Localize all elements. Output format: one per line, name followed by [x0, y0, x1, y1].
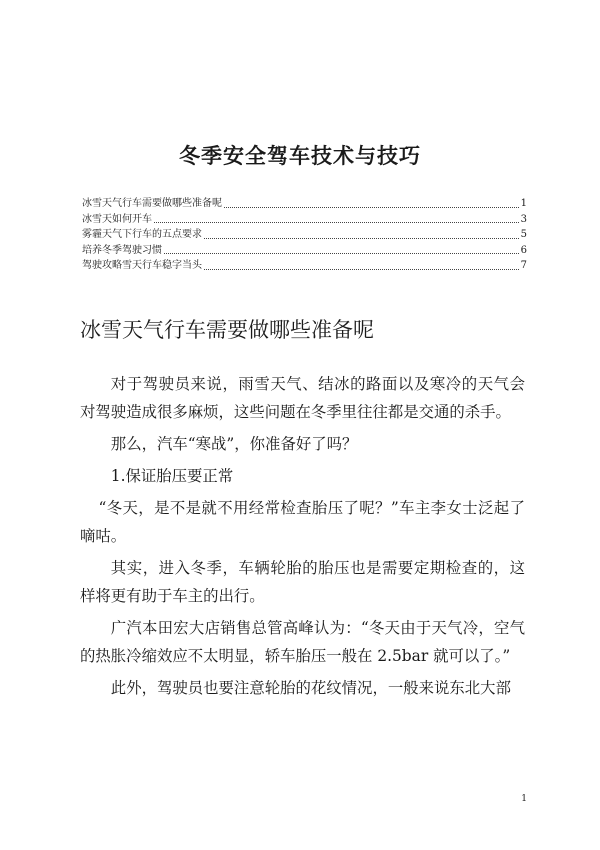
paragraph: “冬天，是不是就不用经常检查胎压了呢？”车主李女士泛起了嘀咕。 [80, 499, 525, 545]
list-item-heading: 1.保证胎压要正常 [110, 467, 234, 485]
toc-dot-leader [164, 253, 519, 254]
toc-entry-page: 6 [520, 244, 527, 256]
paragraph: 其实，进入冬季，车辆轮胎的胎压也是需要定期检查的，这样将更有助于车主的出行。 [80, 559, 525, 605]
table-of-contents [82, 196, 527, 274]
toc-entry-label: 培养冬季驾驶习惯 [82, 244, 162, 256]
paragraph: 广汽本田宏大店销售总管高峰认为：“冬天由于天气冷，空气的热胀冷缩效应不太明显，轿车胎压一般在 2.5bar 就可以了。” [80, 619, 525, 665]
toc-dot-leader [154, 222, 519, 223]
toc-entry-page: 1 [520, 198, 527, 209]
toc-entry-label: 驾驶攻略雪天行车稳字当头 [82, 260, 202, 271]
toc-entry-label: 冰雪天如何开车 [82, 213, 152, 225]
toc-entry-label: 冰雪天气行车需要做哪些准备呢 [82, 198, 222, 209]
toc-dot-leader [204, 269, 519, 270]
paragraph: 对于驾驶员来说，雨雪天气、结冰的路面以及寒冷的天气会对驾驶造成很多麻烦，这些问题在冬季里往往都是交通的杀手。 [80, 375, 525, 421]
toc-entry[interactable] [82, 243, 527, 259]
toc-entry[interactable] [82, 258, 527, 274]
toc-entry-page: 5 [520, 229, 527, 240]
toc-entry[interactable] [82, 227, 527, 243]
toc-entry[interactable] [82, 212, 527, 228]
toc-entry-label: 雾霾天气下行车的五点要求 [82, 229, 202, 240]
section-heading: 冰雪天气行车需要做哪些准备呢 [80, 318, 374, 342]
body-text [80, 370, 525, 706]
toc-dot-leader [224, 207, 519, 208]
toc-entry-page: 3 [520, 213, 527, 225]
toc-entry[interactable] [82, 196, 527, 212]
toc-entry-page: 7 [520, 260, 527, 271]
paragraph: 此外，驾驶员也要注意轮胎的花纹情况，一般来说东北大部 [110, 679, 511, 697]
document-title: 冬季安全驾车技术与技巧 [179, 144, 421, 168]
toc-dot-leader [204, 238, 519, 239]
paragraph: 那么，汽车“寒战”，你准备好了吗？ [110, 435, 358, 453]
page-number: 1 [521, 794, 527, 804]
